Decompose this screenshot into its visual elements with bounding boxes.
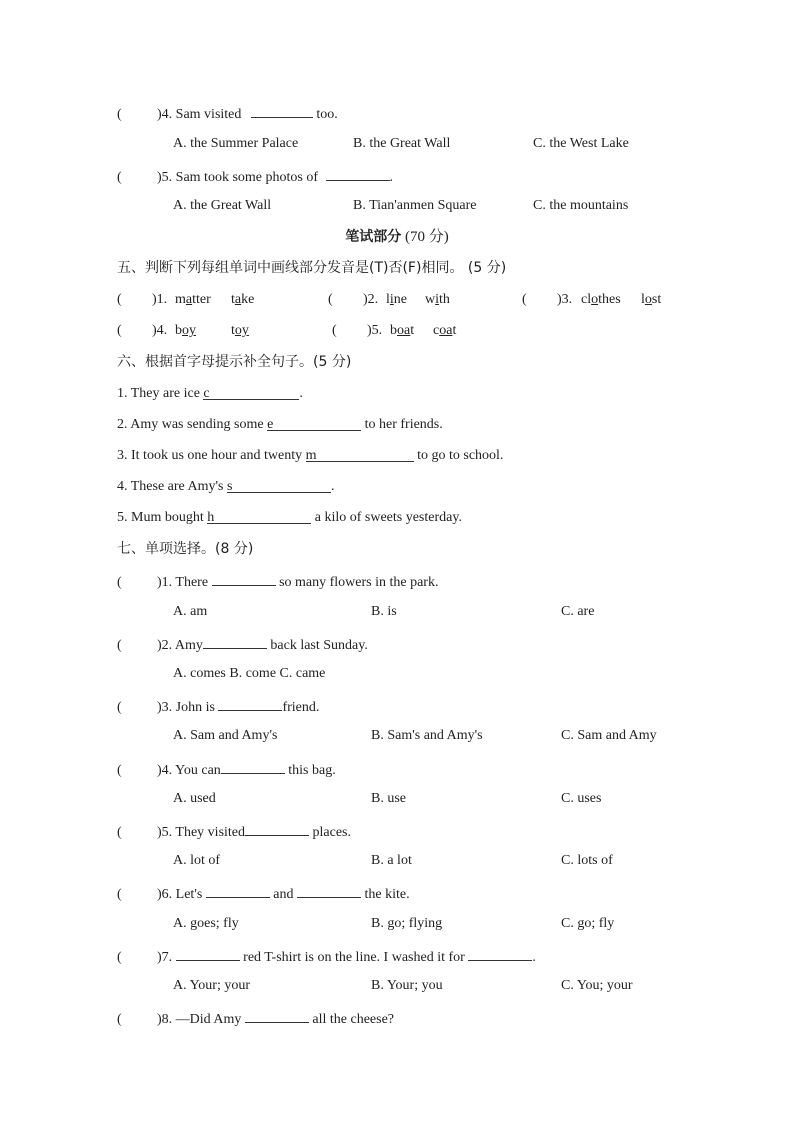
option-b: B. go; flying <box>371 916 443 931</box>
answer-blank[interactable]: m <box>306 447 414 462</box>
answer-paren[interactable]: ( <box>117 170 122 185</box>
option-a: A. used <box>173 791 216 806</box>
fill-sentence-5: 5. Mum bought h a kilo of sweets yesterday. <box>117 510 462 525</box>
mc-question-3: ( )3. John is friend. <box>117 696 319 714</box>
answer-paren[interactable]: ( <box>117 638 122 653</box>
option-c: C. the West Lake <box>533 136 629 151</box>
option-c: C. Sam and Amy <box>561 728 657 743</box>
word: matter <box>175 292 211 307</box>
word: boy <box>175 323 196 338</box>
answer-paren[interactable]: ( <box>117 700 122 715</box>
word: boat <box>390 323 415 338</box>
answer-blank[interactable] <box>203 634 267 649</box>
fill-sentence-1: 1. They are ice c . <box>117 386 303 401</box>
section-6-header: 六、根据首字母提示补全句子。(5 分) <box>117 354 352 370</box>
fill-sentence-3: 3. It took us one hour and twenty m to go to school. <box>117 448 504 463</box>
answer-paren[interactable]: ( <box>117 1012 122 1027</box>
mc-question-1: ( )1. There so many flowers in the park. <box>117 571 438 589</box>
answer-blank[interactable]: s <box>227 478 331 493</box>
answer-paren[interactable]: ( <box>117 950 122 965</box>
option-c: C. the mountains <box>533 198 629 213</box>
answer-paren[interactable]: ( <box>117 575 122 590</box>
option-b: B. use <box>371 791 406 806</box>
answer-blank[interactable] <box>176 946 240 961</box>
word: with <box>425 292 450 307</box>
answer-paren[interactable]: ( <box>117 825 122 840</box>
word: line <box>386 292 407 307</box>
answer-blank[interactable] <box>212 571 276 586</box>
options: A. comes B. come C. came <box>173 666 326 681</box>
answer-blank[interactable]: h <box>207 509 311 524</box>
option-b: B. Tian'anmen Square <box>353 198 477 213</box>
option-b: B. Your; you <box>371 978 443 993</box>
mc-question-2: ( )2. Amy back last Sunday. <box>117 634 368 652</box>
mc-question-5: ( )5. They visited places. <box>117 821 351 839</box>
option-c: C. You; your <box>561 978 633 993</box>
mc-question-7: ( )7. red T-shirt is on the line. I washed it for . <box>117 946 536 964</box>
fill-sentence-2: 2. Amy was sending some e to her friends. <box>117 417 443 432</box>
word: lost <box>641 292 662 307</box>
option-b: B. a lot <box>371 853 412 868</box>
question-4: ( )4. Sam visited too. <box>117 103 338 121</box>
answer-blank[interactable] <box>245 1008 309 1023</box>
option-a: A. lot of <box>173 853 221 868</box>
answer-blank[interactable]: c <box>203 385 299 400</box>
answer-blank[interactable] <box>468 946 532 961</box>
mc-question-6: ( )6. Let's and the kite. <box>117 883 410 901</box>
word: clothes <box>581 292 621 307</box>
answer-blank[interactable] <box>297 883 361 898</box>
answer-blank[interactable] <box>326 166 390 181</box>
answer-blank[interactable] <box>218 696 282 711</box>
answer-paren[interactable]: ( <box>117 107 122 122</box>
option-b: B. Sam's and Amy's <box>371 728 483 743</box>
question-5: ( )5. Sam took some photos of . <box>117 166 393 184</box>
option-b: B. the Great Wall <box>353 136 451 151</box>
answer-blank[interactable] <box>251 103 313 118</box>
answer-blank[interactable] <box>245 821 309 836</box>
answer-paren[interactable]: ( <box>328 292 333 307</box>
section-title: 笔试部分 (70 分) <box>345 229 449 245</box>
mc-question-4: ( )4. You can this bag. <box>117 759 336 777</box>
option-a: A. goes; fly <box>173 916 239 931</box>
word: take <box>231 292 255 307</box>
word: coat <box>433 323 457 338</box>
option-c: C. lots of <box>561 853 613 868</box>
answer-blank[interactable] <box>206 883 270 898</box>
answer-blank[interactable]: e <box>267 416 361 431</box>
option-a: A. the Summer Palace <box>173 136 299 151</box>
mc-question-8: ( )8. —Did Amy all the cheese? <box>117 1008 394 1026</box>
option-b: B. is <box>371 604 397 619</box>
option-a: A. am <box>173 604 208 619</box>
option-a: A. the Great Wall <box>173 198 272 213</box>
option-c: C. uses <box>561 791 602 806</box>
answer-paren[interactable]: ( <box>117 323 122 338</box>
answer-paren[interactable]: ( <box>522 292 527 307</box>
section-5-header: 五、判断下列每组单词中画线部分发音是(T)否(F)相同。 (5 分) <box>117 260 507 276</box>
answer-blank[interactable] <box>221 759 285 774</box>
section-7-header: 七、单项选择。(8 分) <box>117 541 254 557</box>
answer-paren[interactable]: ( <box>332 323 337 338</box>
option-c: C. are <box>561 604 595 619</box>
option-a: A. Your; your <box>173 978 251 993</box>
answer-paren[interactable]: ( <box>117 292 122 307</box>
word: toy <box>231 323 249 338</box>
answer-paren[interactable]: ( <box>117 763 122 778</box>
option-a: A. Sam and Amy's <box>173 728 278 743</box>
option-c: C. go; fly <box>561 916 615 931</box>
answer-paren[interactable]: ( <box>117 887 122 902</box>
fill-sentence-4: 4. These are Amy's s . <box>117 479 335 494</box>
